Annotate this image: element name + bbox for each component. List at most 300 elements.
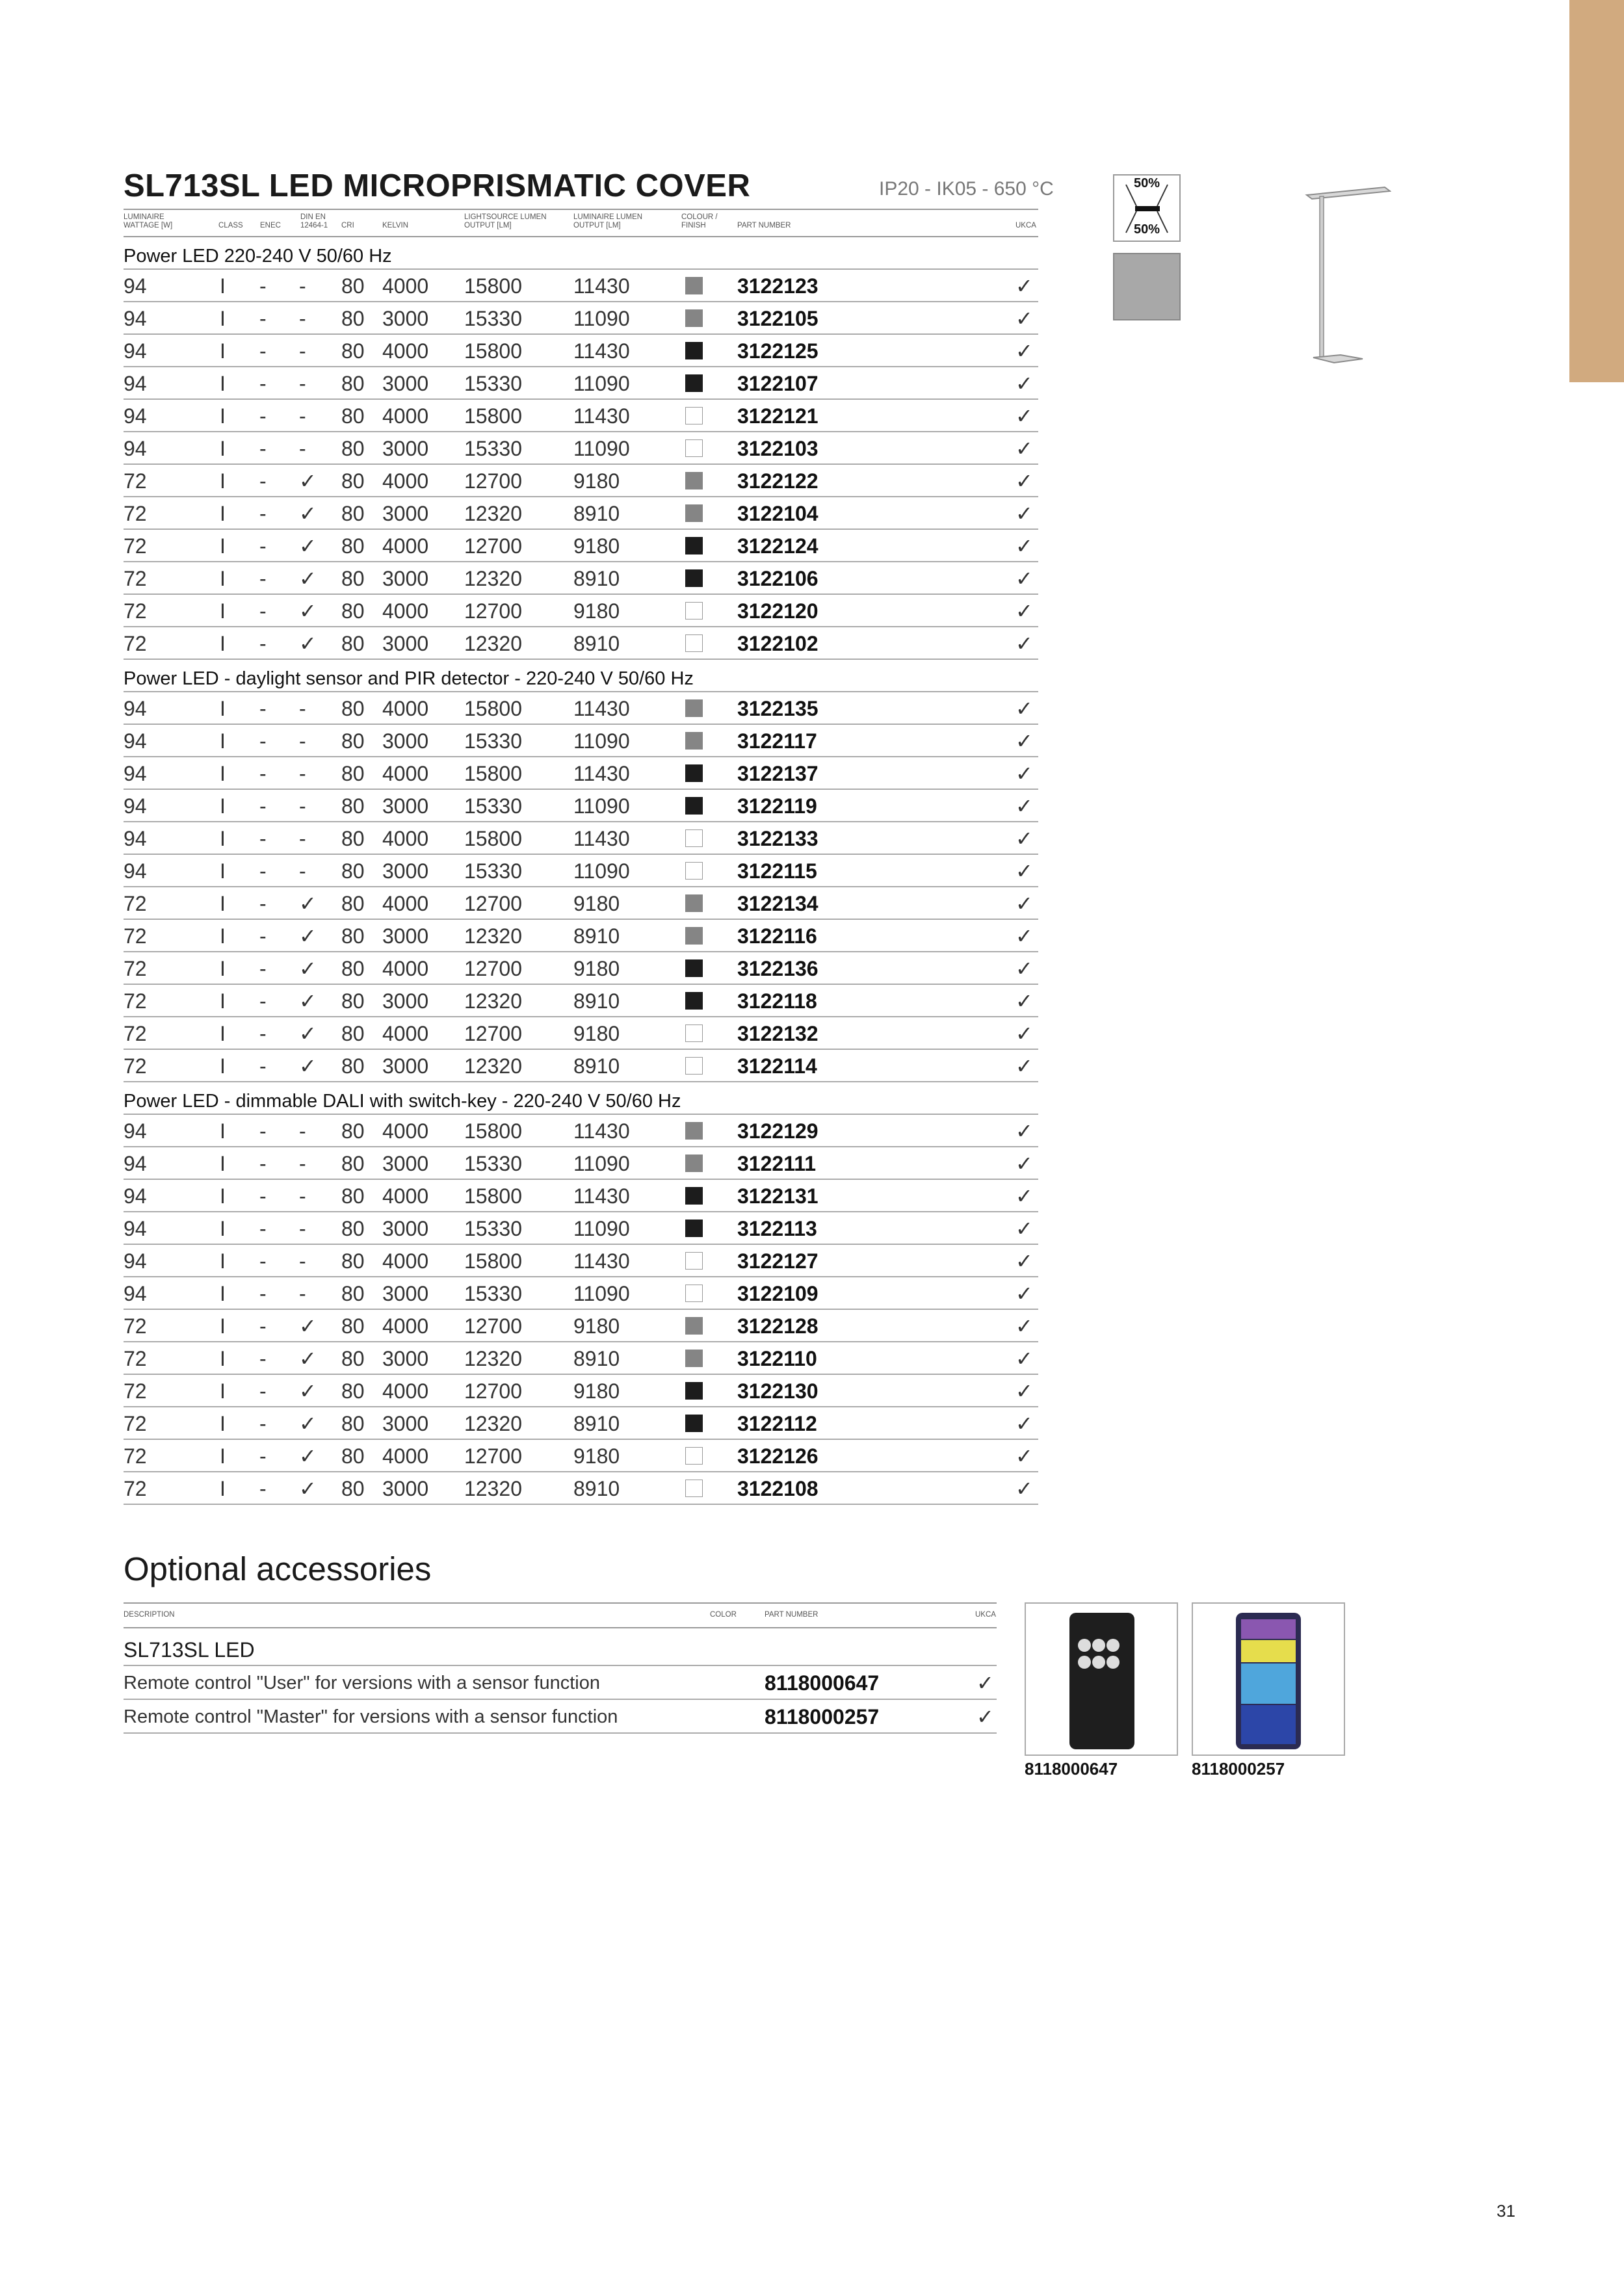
cell-kelvin: 4000 [382, 1119, 429, 1143]
cell-ukca: ✓ [1015, 307, 1033, 330]
finish-swatch-white [685, 602, 703, 620]
cell-lightsource-lumen: 15330 [464, 437, 522, 460]
cell-class: I [220, 1184, 226, 1208]
cell-class: I [220, 502, 226, 525]
table-row [124, 1212, 1038, 1245]
cell-din: - [299, 827, 306, 850]
cell-luminaire-lumen: 11090 [573, 1152, 630, 1175]
cell-class: I [220, 1152, 226, 1175]
cell-din: ✓ [299, 957, 317, 980]
finish-swatch-black [685, 797, 703, 815]
cell-lightsource-lumen: 15330 [464, 1217, 522, 1240]
cell-class: I [220, 632, 226, 655]
cell-ukca: ✓ [1015, 762, 1033, 785]
cell-enec: - [259, 892, 267, 915]
cell-kelvin: 3000 [382, 1152, 429, 1175]
finish-swatch-black [685, 764, 703, 782]
cell-class: I [220, 1119, 226, 1143]
header-luminaire-lumen: LUMINAIRE LUMEN OUTPUT [LM] [573, 213, 643, 229]
cell-wattage: 72 [124, 1379, 147, 1403]
accessories-header [124, 1602, 997, 1628]
cell-part-number: 3122135 [737, 697, 819, 720]
cell-part-number: 3122134 [737, 892, 819, 915]
cell-enec: - [259, 1444, 267, 1468]
finish-swatch-white [685, 634, 703, 652]
cell-luminaire-lumen: 11090 [573, 729, 630, 753]
finish-swatch-black [685, 959, 703, 977]
cell-din: - [299, 307, 306, 330]
cell-enec: - [259, 762, 267, 785]
cell-luminaire-lumen: 11430 [573, 1184, 630, 1208]
cell-part-number: 3122112 [737, 1412, 817, 1435]
cell-wattage: 72 [124, 567, 147, 590]
cell-enec: - [259, 827, 267, 850]
finish-swatch-white [685, 1024, 703, 1042]
cell-wattage: 72 [124, 632, 147, 655]
table-row [124, 302, 1038, 335]
cell-enec: - [259, 957, 267, 980]
beam-down-percent: 50% [1133, 222, 1160, 237]
cell-class: I [220, 307, 226, 330]
cell-ukca: ✓ [1015, 1379, 1033, 1403]
cell-part-number: 3122109 [737, 1282, 819, 1305]
cell-part-number: 3122122 [737, 469, 819, 493]
cell-luminaire-lumen: 11430 [573, 762, 630, 785]
finish-swatch-white [685, 1447, 703, 1465]
cell-wattage: 94 [124, 339, 147, 363]
cell-luminaire-lumen: 11430 [573, 274, 630, 298]
cell-lightsource-lumen: 12700 [464, 1022, 522, 1045]
cell-ukca: ✓ [1015, 1217, 1033, 1240]
finish-swatch-grey [685, 277, 703, 294]
cell-luminaire-lumen: 8910 [573, 1477, 620, 1500]
cell-wattage: 72 [124, 957, 147, 980]
cell-luminaire-lumen: 8910 [573, 1412, 620, 1435]
cell-ukca: ✓ [1015, 372, 1033, 395]
cell-enec: - [259, 697, 267, 720]
cell-luminaire-lumen: 9180 [573, 1314, 620, 1338]
table-row [124, 1472, 1038, 1505]
floor-lamp-icon [1294, 182, 1391, 371]
cell-cri: 80 [341, 924, 365, 948]
cell-kelvin: 3000 [382, 1347, 429, 1370]
cell-lightsource-lumen: 15800 [464, 274, 522, 298]
cell-kelvin: 3000 [382, 859, 429, 883]
finish-swatch-black [685, 1220, 703, 1237]
cell-wattage: 72 [124, 1444, 147, 1468]
cell-luminaire-lumen: 9180 [573, 599, 620, 623]
table-row [124, 335, 1038, 367]
finish-swatch-black [685, 1187, 703, 1205]
cell-class: I [220, 1477, 226, 1500]
acc-header-description: DESCRIPTION [124, 1611, 175, 1619]
cell-lightsource-lumen: 12700 [464, 599, 522, 623]
cell-part-number: 3122117 [737, 729, 817, 753]
cell-luminaire-lumen: 9180 [573, 1379, 620, 1403]
cell-lightsource-lumen: 15330 [464, 1152, 522, 1175]
cell-din: - [299, 1184, 306, 1208]
table-row [124, 920, 1038, 952]
accessory-part-number: 8118000257 [765, 1705, 880, 1729]
cell-din: ✓ [299, 892, 317, 915]
finish-swatch-black [685, 992, 703, 1010]
cell-class: I [220, 1412, 226, 1435]
cell-kelvin: 4000 [382, 1379, 429, 1403]
finish-swatch-white [685, 862, 703, 880]
cell-enec: - [259, 729, 267, 753]
table-row [124, 1310, 1038, 1342]
cell-kelvin: 3000 [382, 1217, 429, 1240]
finish-swatch-grey [685, 894, 703, 912]
cell-enec: - [259, 372, 267, 395]
cell-cri: 80 [341, 697, 365, 720]
cell-cri: 80 [341, 1119, 365, 1143]
table-row [124, 855, 1038, 887]
cell-enec: - [259, 1249, 267, 1273]
cell-din: ✓ [299, 502, 317, 525]
cell-part-number: 3122124 [737, 534, 819, 558]
cell-cri: 80 [341, 632, 365, 655]
cell-wattage: 94 [124, 1119, 147, 1143]
finish-swatch-white [685, 1480, 703, 1497]
cell-enec: - [259, 1152, 267, 1175]
cell-wattage: 94 [124, 859, 147, 883]
cell-part-number: 3122111 [737, 1152, 817, 1175]
finish-swatch-grey [685, 699, 703, 717]
cell-class: I [220, 469, 226, 493]
cell-cri: 80 [341, 339, 365, 363]
cell-din: ✓ [299, 534, 317, 558]
cell-luminaire-lumen: 8910 [573, 632, 620, 655]
finish-swatch-white [685, 1285, 703, 1302]
cell-din: ✓ [299, 469, 317, 493]
cell-part-number: 3122108 [737, 1477, 819, 1500]
cell-class: I [220, 957, 226, 980]
cell-cri: 80 [341, 1022, 365, 1045]
cell-kelvin: 3000 [382, 307, 429, 330]
cell-lightsource-lumen: 12320 [464, 989, 522, 1013]
header-enec: ENEC [260, 222, 281, 229]
cell-part-number: 3122120 [737, 599, 819, 623]
cell-lightsource-lumen: 15330 [464, 794, 522, 818]
cell-luminaire-lumen: 8910 [573, 924, 620, 948]
finish-swatch-grey [685, 1350, 703, 1367]
cell-din: ✓ [299, 567, 317, 590]
table-row [124, 627, 1038, 660]
accessory-description: Remote control "Master" for versions with a sensor function [124, 1706, 618, 1727]
cell-lightsource-lumen: 12320 [464, 567, 522, 590]
header-finish: COLOUR / FINISH [681, 213, 718, 229]
table-row [124, 692, 1038, 725]
cell-cri: 80 [341, 534, 365, 558]
cell-part-number: 3122106 [737, 567, 819, 590]
finish-swatch-black [685, 569, 703, 587]
cell-ukca: ✓ [1015, 274, 1033, 298]
remote-user-image [1025, 1602, 1178, 1756]
cell-kelvin: 3000 [382, 1282, 429, 1305]
cell-part-number: 3122118 [737, 989, 817, 1013]
finish-swatch-white [685, 1252, 703, 1270]
cell-lightsource-lumen: 15330 [464, 859, 522, 883]
cell-enec: - [259, 437, 267, 460]
cell-kelvin: 4000 [382, 892, 429, 915]
cell-lightsource-lumen: 12700 [464, 534, 522, 558]
cell-cri: 80 [341, 1444, 365, 1468]
cell-luminaire-lumen: 8910 [573, 567, 620, 590]
cell-lightsource-lumen: 12320 [464, 1347, 522, 1370]
cell-lightsource-lumen: 15800 [464, 1184, 522, 1208]
cell-enec: - [259, 1412, 267, 1435]
cell-din: - [299, 1217, 306, 1240]
cell-lightsource-lumen: 12700 [464, 957, 522, 980]
cell-enec: - [259, 1477, 267, 1500]
cell-part-number: 3122113 [737, 1217, 817, 1240]
cell-din: - [299, 1282, 306, 1305]
cell-class: I [220, 1217, 226, 1240]
cell-lightsource-lumen: 12700 [464, 1379, 522, 1403]
cell-part-number: 3122115 [737, 859, 817, 883]
cell-part-number: 3122137 [737, 762, 819, 785]
cell-cri: 80 [341, 1184, 365, 1208]
section-title: Power LED 220-240 V 50/60 Hz [124, 237, 1038, 270]
cell-class: I [220, 1022, 226, 1045]
cell-part-number: 3122126 [737, 1444, 819, 1468]
cell-lightsource-lumen: 15800 [464, 1119, 522, 1143]
cell-lightsource-lumen: 12700 [464, 1314, 522, 1338]
cell-kelvin: 4000 [382, 1022, 429, 1045]
table-row [124, 725, 1038, 757]
cell-wattage: 94 [124, 404, 147, 428]
cell-lightsource-lumen: 15800 [464, 827, 522, 850]
table-row [124, 465, 1038, 497]
cell-class: I [220, 339, 226, 363]
cell-cri: 80 [341, 1054, 365, 1078]
cell-luminaire-lumen: 9180 [573, 892, 620, 915]
cell-kelvin: 3000 [382, 632, 429, 655]
cell-luminaire-lumen: 9180 [573, 534, 620, 558]
cell-class: I [220, 1314, 226, 1338]
finish-swatch-white [685, 829, 703, 847]
cell-ukca: ✓ [1015, 1282, 1033, 1305]
header-wattage: LUMINAIRE WATTAGE [W] [124, 213, 173, 229]
cell-part-number: 3122123 [737, 274, 819, 298]
cell-din: - [299, 697, 306, 720]
cell-kelvin: 3000 [382, 502, 429, 525]
beam-distribution-icon [1113, 174, 1181, 242]
cell-ukca: ✓ [1015, 502, 1033, 525]
cell-luminaire-lumen: 11090 [573, 1282, 630, 1305]
header-lightsource-lumen: LIGHTSOURCE LUMEN OUTPUT [LM] [464, 213, 547, 229]
cell-din: - [299, 437, 306, 460]
product-table [124, 209, 1038, 1505]
cell-class: I [220, 404, 226, 428]
cell-enec: - [259, 794, 267, 818]
cell-part-number: 3122136 [737, 957, 819, 980]
table-row [124, 1050, 1038, 1082]
finish-swatch-grey [685, 1155, 703, 1172]
finish-swatch-grey [685, 927, 703, 945]
cell-cri: 80 [341, 794, 365, 818]
cell-din: ✓ [299, 1054, 317, 1078]
cell-part-number: 3122130 [737, 1379, 819, 1403]
cell-din: - [299, 1249, 306, 1273]
cell-ukca: ✓ [1015, 794, 1033, 818]
accessory-description: Remote control "User" for versions with a sensor function [124, 1673, 601, 1693]
cell-ukca: ✓ [1015, 567, 1033, 590]
cell-part-number: 3122110 [737, 1347, 817, 1370]
cell-ukca: ✓ [1015, 827, 1033, 850]
cell-class: I [220, 1444, 226, 1468]
table-row [124, 985, 1038, 1017]
cell-wattage: 72 [124, 1054, 147, 1078]
cell-enec: - [259, 1314, 267, 1338]
cell-luminaire-lumen: 11090 [573, 1217, 630, 1240]
acc-header-color: COLOR [710, 1611, 737, 1619]
cell-kelvin: 4000 [382, 1314, 429, 1338]
cell-part-number: 3122132 [737, 1022, 819, 1045]
cell-cri: 80 [341, 729, 365, 753]
cell-wattage: 72 [124, 534, 147, 558]
microprismatic-finish-swatch [1113, 253, 1181, 320]
finish-swatch-white [685, 1057, 703, 1075]
remote-user-icon [1026, 1604, 1177, 1755]
cell-din: ✓ [299, 1379, 317, 1403]
cell-kelvin: 4000 [382, 762, 429, 785]
cell-ukca: ✓ [1015, 1412, 1033, 1435]
cell-luminaire-lumen: 11090 [573, 307, 630, 330]
cell-enec: - [259, 469, 267, 493]
accessories-title: Optional accessories [124, 1550, 432, 1587]
cell-wattage: 72 [124, 1022, 147, 1045]
chapter-tab [1569, 0, 1624, 382]
acc-header-ukca: UKCA [975, 1611, 996, 1619]
cell-enec: - [259, 859, 267, 883]
cell-lightsource-lumen: 12320 [464, 1054, 522, 1078]
table-row [124, 562, 1038, 595]
cell-din: ✓ [299, 1444, 317, 1468]
cell-din: ✓ [299, 1477, 317, 1500]
cell-cri: 80 [341, 1477, 365, 1500]
accessories-table [124, 1602, 997, 1734]
cell-luminaire-lumen: 8910 [573, 1054, 620, 1078]
cell-ukca: ✓ [1015, 404, 1033, 428]
table-row [124, 367, 1038, 400]
cell-luminaire-lumen: 8910 [573, 989, 620, 1013]
accessories-group: SL713SL LED [124, 1628, 997, 1666]
cell-luminaire-lumen: 8910 [573, 502, 620, 525]
cell-wattage: 94 [124, 372, 147, 395]
cell-wattage: 94 [124, 1249, 147, 1273]
cell-cri: 80 [341, 307, 365, 330]
header-class: CLASS [218, 222, 243, 229]
cell-kelvin: 4000 [382, 827, 429, 850]
cell-lightsource-lumen: 15800 [464, 404, 522, 428]
cell-kelvin: 4000 [382, 534, 429, 558]
table-row [124, 1180, 1038, 1212]
cell-wattage: 72 [124, 989, 147, 1013]
cell-wattage: 94 [124, 1184, 147, 1208]
cell-enec: - [259, 1022, 267, 1045]
cell-enec: - [259, 1119, 267, 1143]
cell-enec: - [259, 1217, 267, 1240]
finish-swatch-black [685, 342, 703, 359]
cell-class: I [220, 372, 226, 395]
cell-luminaire-lumen: 11430 [573, 1119, 630, 1143]
cell-luminaire-lumen: 11090 [573, 437, 630, 460]
cell-cri: 80 [341, 1412, 365, 1435]
header-cri: CRI [341, 222, 354, 229]
cell-kelvin: 3000 [382, 729, 429, 753]
cell-cri: 80 [341, 957, 365, 980]
cell-cri: 80 [341, 989, 365, 1013]
cell-part-number: 3122114 [737, 1054, 817, 1078]
cell-part-number: 3122107 [737, 372, 819, 395]
cell-part-number: 3122105 [737, 307, 819, 330]
table-row [124, 790, 1038, 822]
table-row [124, 530, 1038, 562]
cell-cri: 80 [341, 567, 365, 590]
cell-din: ✓ [299, 632, 317, 655]
cell-lightsource-lumen: 15800 [464, 339, 522, 363]
cell-wattage: 72 [124, 1412, 147, 1435]
cell-part-number: 3122133 [737, 827, 819, 850]
cell-lightsource-lumen: 12700 [464, 892, 522, 915]
cell-lightsource-lumen: 12320 [464, 632, 522, 655]
cell-ukca: ✓ [1015, 534, 1033, 558]
cell-lightsource-lumen: 12320 [464, 1412, 522, 1435]
cell-part-number: 3122121 [737, 404, 819, 428]
beam-luminaire-bar [1135, 206, 1160, 211]
cell-class: I [220, 827, 226, 850]
page-number: 31 [1497, 2201, 1515, 2221]
remote-master-icon [1193, 1604, 1344, 1755]
cell-cri: 80 [341, 1152, 365, 1175]
page-title: SL713SL LED MICROPRISMATIC COVER [124, 168, 751, 203]
finish-swatch-black [685, 1382, 703, 1400]
cell-kelvin: 4000 [382, 1249, 429, 1273]
table-row [124, 1277, 1038, 1310]
cell-ukca: ✓ [1015, 989, 1033, 1013]
table-row [124, 1375, 1038, 1407]
cell-luminaire-lumen: 9180 [573, 957, 620, 980]
table-row [124, 595, 1038, 627]
cell-lightsource-lumen: 15330 [464, 1282, 522, 1305]
cell-kelvin: 3000 [382, 1054, 429, 1078]
cell-ukca: ✓ [1015, 697, 1033, 720]
ip-rating: IP20 - IK05 - 650 °C [879, 178, 1054, 200]
cell-ukca: ✓ [1015, 1314, 1033, 1338]
cell-wattage: 72 [124, 469, 147, 493]
cell-din: - [299, 762, 306, 785]
cell-wattage: 72 [124, 892, 147, 915]
cell-cri: 80 [341, 1217, 365, 1240]
accessory-ukca-check: ✓ [976, 1671, 994, 1695]
cell-class: I [220, 1054, 226, 1078]
finish-swatch-grey [685, 1122, 703, 1140]
table-row [124, 1147, 1038, 1180]
cell-cri: 80 [341, 892, 365, 915]
cell-lightsource-lumen: 15330 [464, 307, 522, 330]
cell-class: I [220, 697, 226, 720]
table-row [124, 1342, 1038, 1375]
cell-luminaire-lumen: 8910 [573, 1347, 620, 1370]
cell-class: I [220, 1379, 226, 1403]
cell-class: I [220, 762, 226, 785]
cell-wattage: 94 [124, 697, 147, 720]
accessory-part-number: 8118000647 [765, 1671, 880, 1695]
cell-cri: 80 [341, 827, 365, 850]
cell-din: - [299, 729, 306, 753]
